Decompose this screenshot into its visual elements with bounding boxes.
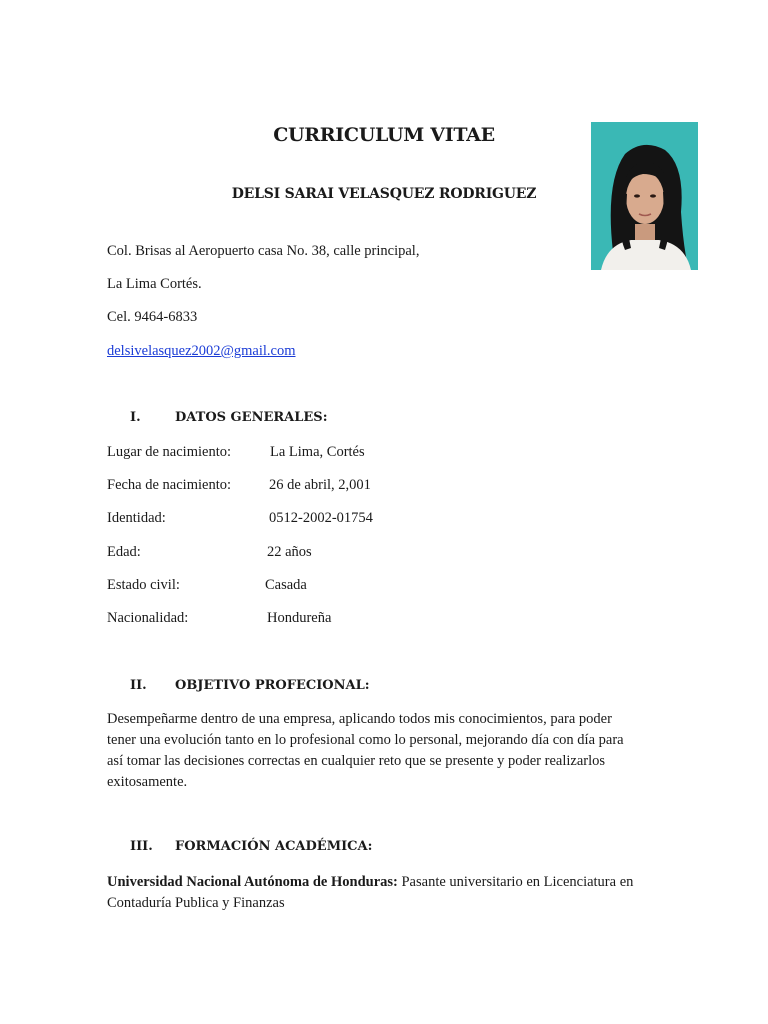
label-estado-civil: Estado civil: xyxy=(107,577,180,593)
formacion-detail-1: Pasante universitario en Licenciatura en xyxy=(397,874,634,890)
objetivo-line: así tomar las decisiones correctas en cualquier reto que se presente y poder realizarlos xyxy=(107,753,606,769)
objetivo-paragraph xyxy=(107,709,667,793)
formacion-line-1 xyxy=(107,872,667,893)
section-title-formacion: FORMACIÓN ACADÉMICA: xyxy=(175,839,373,854)
section-number-formacion: III. xyxy=(130,839,153,854)
document-title: CURRICULUM VITAE xyxy=(273,124,495,146)
objetivo-line: tener una evolución tanto en lo profesional como lo personal, mejorando día con día para xyxy=(107,732,624,748)
label-lugar-nacimiento: Lugar de nacimiento: xyxy=(107,444,232,460)
value-nacionalidad: Hondureña xyxy=(267,610,332,626)
section-title-objetivo: OBJETIVO PROFECIONAL: xyxy=(175,678,370,693)
phone-number: Cel. 9464-6833 xyxy=(107,309,198,325)
section-number-datos: I. xyxy=(130,410,141,425)
portrait-image xyxy=(591,122,698,270)
label-identidad: Identidad: xyxy=(107,510,166,526)
candidate-name: DELSI SARAI VELASQUEZ RODRIGUEZ xyxy=(231,186,537,202)
label-edad: Edad: xyxy=(107,544,141,560)
section-number-objetivo: II. xyxy=(130,678,147,693)
label-fecha-nacimiento: Fecha de nacimiento: xyxy=(107,477,232,493)
value-fecha-nacimiento: 26 de abril, 2,001 xyxy=(269,477,371,493)
label-nacionalidad: Nacionalidad: xyxy=(107,610,189,626)
address-line-2: La Lima Cortés. xyxy=(107,276,202,292)
value-estado-civil: Casada xyxy=(265,577,307,593)
address-line-1: Col. Brisas al Aeropuerto casa No. 38, calle principal, xyxy=(107,243,420,259)
formacion-detail-2: Contaduría Publica y Finanzas xyxy=(107,895,285,911)
objetivo-line: Desempeñarme dentro de una empresa, aplicando todos mis conocimientos, para poder xyxy=(107,711,612,727)
value-identidad: 0512-2002-01754 xyxy=(269,510,373,526)
institution-name: Universidad Nacional Autónoma de Honduras: xyxy=(107,874,398,890)
email-link[interactable]: delsivelasquez2002@gmail.com xyxy=(107,343,296,359)
value-edad: 22 años xyxy=(267,544,312,560)
formacion-paragraph xyxy=(107,872,667,914)
objetivo-line: exitosamente. xyxy=(107,774,188,790)
section-title-datos: DATOS GENERALES: xyxy=(175,410,328,425)
value-lugar-nacimiento: La Lima, Cortés xyxy=(270,444,365,460)
profile-photo xyxy=(591,122,698,270)
